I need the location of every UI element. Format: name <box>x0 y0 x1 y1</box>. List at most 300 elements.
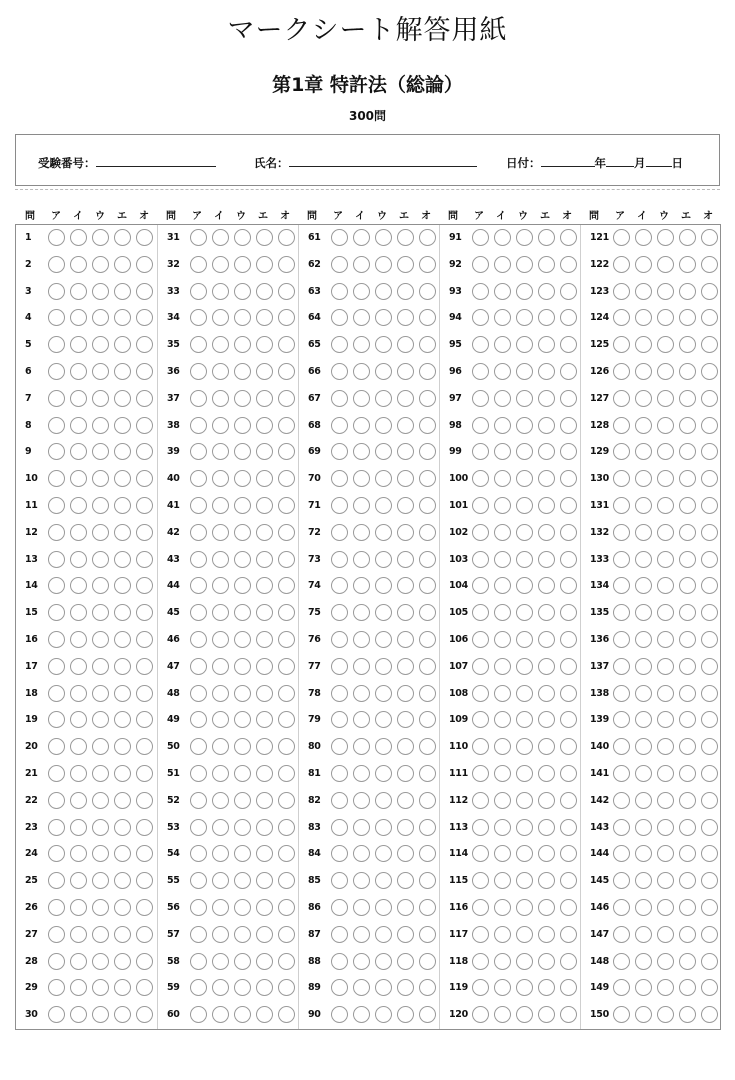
answer-bubble[interactable] <box>114 604 131 621</box>
answer-bubble[interactable] <box>538 926 555 943</box>
answer-bubble[interactable] <box>635 765 652 782</box>
answer-bubble[interactable] <box>353 953 370 970</box>
answer-bubble[interactable] <box>538 390 555 407</box>
answer-bubble[interactable] <box>375 819 392 836</box>
answer-bubble[interactable] <box>613 738 630 755</box>
answer-bubble[interactable] <box>331 309 348 326</box>
answer-bubble[interactable] <box>635 551 652 568</box>
answer-bubble[interactable] <box>234 738 251 755</box>
answer-bubble[interactable] <box>657 443 674 460</box>
answer-bubble[interactable] <box>419 819 436 836</box>
answer-bubble[interactable] <box>234 497 251 514</box>
answer-bubble[interactable] <box>114 819 131 836</box>
answer-bubble[interactable] <box>516 363 533 380</box>
answer-bubble[interactable] <box>136 497 153 514</box>
answer-bubble[interactable] <box>92 899 109 916</box>
answer-bubble[interactable] <box>70 926 87 943</box>
answer-bubble[interactable] <box>136 309 153 326</box>
answer-bubble[interactable] <box>679 872 696 889</box>
answer-bubble[interactable] <box>494 497 511 514</box>
answer-bubble[interactable] <box>331 685 348 702</box>
answer-bubble[interactable] <box>538 363 555 380</box>
answer-bubble[interactable] <box>397 524 414 541</box>
answer-bubble[interactable] <box>375 953 392 970</box>
answer-bubble[interactable] <box>48 524 65 541</box>
answer-bubble[interactable] <box>701 363 718 380</box>
answer-bubble[interactable] <box>256 390 273 407</box>
answer-bubble[interactable] <box>560 953 577 970</box>
answer-bubble[interactable] <box>516 309 533 326</box>
answer-bubble[interactable] <box>48 1006 65 1023</box>
answer-bubble[interactable] <box>190 229 207 246</box>
answer-bubble[interactable] <box>635 1006 652 1023</box>
answer-bubble[interactable] <box>657 819 674 836</box>
answer-bubble[interactable] <box>234 309 251 326</box>
answer-bubble[interactable] <box>679 953 696 970</box>
answer-bubble[interactable] <box>472 658 489 675</box>
answer-bubble[interactable] <box>635 872 652 889</box>
answer-bubble[interactable] <box>494 953 511 970</box>
answer-bubble[interactable] <box>48 631 65 648</box>
answer-bubble[interactable] <box>114 417 131 434</box>
answer-bubble[interactable] <box>212 443 229 460</box>
answer-bubble[interactable] <box>136 658 153 675</box>
answer-bubble[interactable] <box>136 443 153 460</box>
answer-bubble[interactable] <box>516 390 533 407</box>
answer-bubble[interactable] <box>472 283 489 300</box>
answer-bubble[interactable] <box>560 658 577 675</box>
answer-bubble[interactable] <box>331 631 348 648</box>
date-year-line[interactable] <box>541 155 595 167</box>
answer-bubble[interactable] <box>136 953 153 970</box>
answer-bubble[interactable] <box>278 979 295 996</box>
answer-bubble[interactable] <box>70 256 87 273</box>
answer-bubble[interactable] <box>701 577 718 594</box>
answer-bubble[interactable] <box>70 711 87 728</box>
answer-bubble[interactable] <box>114 336 131 353</box>
answer-bubble[interactable] <box>701 443 718 460</box>
answer-bubble[interactable] <box>353 390 370 407</box>
answer-bubble[interactable] <box>92 604 109 621</box>
answer-bubble[interactable] <box>114 283 131 300</box>
answer-bubble[interactable] <box>494 631 511 648</box>
answer-bubble[interactable] <box>560 926 577 943</box>
answer-bubble[interactable] <box>331 872 348 889</box>
answer-bubble[interactable] <box>419 1006 436 1023</box>
answer-bubble[interactable] <box>212 497 229 514</box>
answer-bubble[interactable] <box>48 604 65 621</box>
answer-bubble[interactable] <box>419 309 436 326</box>
answer-bubble[interactable] <box>419 577 436 594</box>
answer-bubble[interactable] <box>472 953 489 970</box>
answer-bubble[interactable] <box>190 658 207 675</box>
answer-bubble[interactable] <box>48 309 65 326</box>
answer-bubble[interactable] <box>190 524 207 541</box>
answer-bubble[interactable] <box>397 953 414 970</box>
answer-bubble[interactable] <box>190 899 207 916</box>
answer-bubble[interactable] <box>560 551 577 568</box>
answer-bubble[interactable] <box>397 711 414 728</box>
answer-bubble[interactable] <box>472 229 489 246</box>
answer-bubble[interactable] <box>397 336 414 353</box>
answer-bubble[interactable] <box>613 256 630 273</box>
answer-bubble[interactable] <box>657 363 674 380</box>
answer-bubble[interactable] <box>256 658 273 675</box>
answer-bubble[interactable] <box>92 845 109 862</box>
answer-bubble[interactable] <box>70 390 87 407</box>
answer-bubble[interactable] <box>419 658 436 675</box>
answer-bubble[interactable] <box>494 711 511 728</box>
answer-bubble[interactable] <box>190 577 207 594</box>
answer-bubble[interactable] <box>234 872 251 889</box>
answer-bubble[interactable] <box>256 685 273 702</box>
answer-bubble[interactable] <box>190 256 207 273</box>
answer-bubble[interactable] <box>278 470 295 487</box>
answer-bubble[interactable] <box>613 953 630 970</box>
answer-bubble[interactable] <box>657 497 674 514</box>
answer-bubble[interactable] <box>190 497 207 514</box>
answer-bubble[interactable] <box>212 256 229 273</box>
answer-bubble[interactable] <box>331 390 348 407</box>
answer-bubble[interactable] <box>538 417 555 434</box>
answer-bubble[interactable] <box>560 309 577 326</box>
answer-bubble[interactable] <box>679 283 696 300</box>
answer-bubble[interactable] <box>92 711 109 728</box>
answer-bubble[interactable] <box>419 336 436 353</box>
answer-bubble[interactable] <box>679 685 696 702</box>
answer-bubble[interactable] <box>538 524 555 541</box>
answer-bubble[interactable] <box>256 765 273 782</box>
answer-bubble[interactable] <box>70 229 87 246</box>
answer-bubble[interactable] <box>256 819 273 836</box>
answer-bubble[interactable] <box>657 390 674 407</box>
answer-bubble[interactable] <box>70 899 87 916</box>
answer-bubble[interactable] <box>278 524 295 541</box>
answer-bubble[interactable] <box>635 979 652 996</box>
answer-bubble[interactable] <box>48 229 65 246</box>
answer-bubble[interactable] <box>48 577 65 594</box>
answer-bubble[interactable] <box>701 631 718 648</box>
answer-bubble[interactable] <box>234 604 251 621</box>
answer-bubble[interactable] <box>256 336 273 353</box>
answer-bubble[interactable] <box>419 604 436 621</box>
answer-bubble[interactable] <box>331 953 348 970</box>
date-month-line[interactable] <box>606 155 634 167</box>
answer-bubble[interactable] <box>560 765 577 782</box>
answer-bubble[interactable] <box>472 363 489 380</box>
answer-bubble[interactable] <box>635 792 652 809</box>
answer-bubble[interactable] <box>560 899 577 916</box>
answer-bubble[interactable] <box>560 229 577 246</box>
answer-bubble[interactable] <box>114 738 131 755</box>
answer-bubble[interactable] <box>516 845 533 862</box>
answer-bubble[interactable] <box>70 443 87 460</box>
name-field[interactable] <box>254 155 477 171</box>
answer-bubble[interactable] <box>212 229 229 246</box>
answer-bubble[interactable] <box>516 685 533 702</box>
answer-bubble[interactable] <box>472 1006 489 1023</box>
answer-bubble[interactable] <box>397 792 414 809</box>
answer-bubble[interactable] <box>657 524 674 541</box>
answer-bubble[interactable] <box>212 765 229 782</box>
answer-bubble[interactable] <box>679 256 696 273</box>
answer-bubble[interactable] <box>635 417 652 434</box>
answer-bubble[interactable] <box>136 577 153 594</box>
answer-bubble[interactable] <box>234 819 251 836</box>
answer-bubble[interactable] <box>136 604 153 621</box>
answer-bubble[interactable] <box>419 685 436 702</box>
answer-bubble[interactable] <box>701 229 718 246</box>
answer-bubble[interactable] <box>538 872 555 889</box>
answer-bubble[interactable] <box>256 899 273 916</box>
answer-bubble[interactable] <box>613 443 630 460</box>
answer-bubble[interactable] <box>212 899 229 916</box>
answer-bubble[interactable] <box>375 1006 392 1023</box>
answer-bubble[interactable] <box>234 792 251 809</box>
answer-bubble[interactable] <box>560 283 577 300</box>
answer-bubble[interactable] <box>136 336 153 353</box>
answer-bubble[interactable] <box>331 470 348 487</box>
answer-bubble[interactable] <box>48 979 65 996</box>
answer-bubble[interactable] <box>190 953 207 970</box>
answer-bubble[interactable] <box>538 711 555 728</box>
answer-bubble[interactable] <box>353 443 370 460</box>
answer-bubble[interactable] <box>48 792 65 809</box>
name-line[interactable] <box>289 155 477 167</box>
answer-bubble[interactable] <box>212 685 229 702</box>
answer-bubble[interactable] <box>331 845 348 862</box>
answer-bubble[interactable] <box>701 1006 718 1023</box>
answer-bubble[interactable] <box>48 819 65 836</box>
answer-bubble[interactable] <box>560 390 577 407</box>
answer-bubble[interactable] <box>613 577 630 594</box>
answer-bubble[interactable] <box>234 658 251 675</box>
answer-bubble[interactable] <box>657 765 674 782</box>
answer-bubble[interactable] <box>353 229 370 246</box>
answer-bubble[interactable] <box>494 658 511 675</box>
answer-bubble[interactable] <box>701 819 718 836</box>
answer-bubble[interactable] <box>256 738 273 755</box>
answer-bubble[interactable] <box>48 765 65 782</box>
answer-bubble[interactable] <box>397 979 414 996</box>
answer-bubble[interactable] <box>560 711 577 728</box>
answer-bubble[interactable] <box>234 283 251 300</box>
answer-bubble[interactable] <box>494 792 511 809</box>
answer-bubble[interactable] <box>701 658 718 675</box>
answer-bubble[interactable] <box>70 551 87 568</box>
answer-bubble[interactable] <box>635 658 652 675</box>
answer-bubble[interactable] <box>494 256 511 273</box>
answer-bubble[interactable] <box>538 497 555 514</box>
answer-bubble[interactable] <box>256 229 273 246</box>
answer-bubble[interactable] <box>679 819 696 836</box>
answer-bubble[interactable] <box>701 256 718 273</box>
answer-bubble[interactable] <box>516 926 533 943</box>
answer-bubble[interactable] <box>234 979 251 996</box>
answer-bubble[interactable] <box>70 336 87 353</box>
answer-bubble[interactable] <box>256 443 273 460</box>
answer-bubble[interactable] <box>375 417 392 434</box>
answer-bubble[interactable] <box>397 309 414 326</box>
answer-bubble[interactable] <box>136 256 153 273</box>
answer-bubble[interactable] <box>190 443 207 460</box>
answer-bubble[interactable] <box>48 470 65 487</box>
answer-bubble[interactable] <box>278 417 295 434</box>
answer-bubble[interactable] <box>397 470 414 487</box>
answer-bubble[interactable] <box>278 283 295 300</box>
answer-bubble[interactable] <box>472 926 489 943</box>
answer-bubble[interactable] <box>212 551 229 568</box>
answer-bubble[interactable] <box>560 443 577 460</box>
answer-bubble[interactable] <box>397 926 414 943</box>
answer-bubble[interactable] <box>472 899 489 916</box>
answer-bubble[interactable] <box>657 336 674 353</box>
answer-bubble[interactable] <box>331 926 348 943</box>
answer-bubble[interactable] <box>353 819 370 836</box>
answer-bubble[interactable] <box>472 819 489 836</box>
answer-bubble[interactable] <box>256 497 273 514</box>
answer-bubble[interactable] <box>278 926 295 943</box>
answer-bubble[interactable] <box>657 577 674 594</box>
answer-bubble[interactable] <box>190 792 207 809</box>
answer-bubble[interactable] <box>114 1006 131 1023</box>
answer-bubble[interactable] <box>70 631 87 648</box>
answer-bubble[interactable] <box>48 336 65 353</box>
answer-bubble[interactable] <box>397 899 414 916</box>
answer-bubble[interactable] <box>679 738 696 755</box>
answer-bubble[interactable] <box>331 256 348 273</box>
answer-bubble[interactable] <box>657 1006 674 1023</box>
answer-bubble[interactable] <box>538 792 555 809</box>
answer-bubble[interactable] <box>331 497 348 514</box>
answer-bubble[interactable] <box>234 926 251 943</box>
answer-bubble[interactable] <box>70 363 87 380</box>
answer-bubble[interactable] <box>190 819 207 836</box>
answer-bubble[interactable] <box>353 551 370 568</box>
answer-bubble[interactable] <box>92 470 109 487</box>
answer-bubble[interactable] <box>679 1006 696 1023</box>
answer-bubble[interactable] <box>190 711 207 728</box>
answer-bubble[interactable] <box>635 604 652 621</box>
answer-bubble[interactable] <box>701 524 718 541</box>
answer-bubble[interactable] <box>419 899 436 916</box>
answer-bubble[interactable] <box>331 551 348 568</box>
answer-bubble[interactable] <box>472 336 489 353</box>
answer-bubble[interactable] <box>516 819 533 836</box>
answer-bubble[interactable] <box>278 738 295 755</box>
answer-bubble[interactable] <box>613 872 630 889</box>
answer-bubble[interactable] <box>397 738 414 755</box>
answer-bubble[interactable] <box>92 658 109 675</box>
answer-bubble[interactable] <box>560 738 577 755</box>
answer-bubble[interactable] <box>679 926 696 943</box>
answer-bubble[interactable] <box>234 953 251 970</box>
answer-bubble[interactable] <box>48 443 65 460</box>
answer-bubble[interactable] <box>70 765 87 782</box>
answer-bubble[interactable] <box>234 765 251 782</box>
answer-bubble[interactable] <box>375 309 392 326</box>
answer-bubble[interactable] <box>472 577 489 594</box>
answer-bubble[interactable] <box>114 792 131 809</box>
answer-bubble[interactable] <box>92 765 109 782</box>
answer-bubble[interactable] <box>560 631 577 648</box>
answer-bubble[interactable] <box>48 497 65 514</box>
answer-bubble[interactable] <box>538 631 555 648</box>
answer-bubble[interactable] <box>472 309 489 326</box>
answer-bubble[interactable] <box>353 283 370 300</box>
answer-bubble[interactable] <box>331 604 348 621</box>
answer-bubble[interactable] <box>375 390 392 407</box>
answer-bubble[interactable] <box>353 926 370 943</box>
answer-bubble[interactable] <box>613 229 630 246</box>
answer-bubble[interactable] <box>560 336 577 353</box>
answer-bubble[interactable] <box>375 443 392 460</box>
answer-bubble[interactable] <box>375 899 392 916</box>
answer-bubble[interactable] <box>516 256 533 273</box>
answer-bubble[interactable] <box>375 792 392 809</box>
answer-bubble[interactable] <box>92 524 109 541</box>
answer-bubble[interactable] <box>190 631 207 648</box>
answer-bubble[interactable] <box>635 899 652 916</box>
answer-bubble[interactable] <box>212 738 229 755</box>
answer-bubble[interactable] <box>278 685 295 702</box>
answer-bubble[interactable] <box>397 390 414 407</box>
answer-bubble[interactable] <box>516 765 533 782</box>
answer-bubble[interactable] <box>114 979 131 996</box>
answer-bubble[interactable] <box>679 765 696 782</box>
answer-bubble[interactable] <box>397 685 414 702</box>
answer-bubble[interactable] <box>701 926 718 943</box>
answer-bubble[interactable] <box>472 470 489 487</box>
answer-bubble[interactable] <box>472 845 489 862</box>
answer-bubble[interactable] <box>190 417 207 434</box>
answer-bubble[interactable] <box>516 899 533 916</box>
answer-bubble[interactable] <box>331 336 348 353</box>
answer-bubble[interactable] <box>256 953 273 970</box>
answer-bubble[interactable] <box>190 283 207 300</box>
answer-bubble[interactable] <box>494 283 511 300</box>
answer-bubble[interactable] <box>136 229 153 246</box>
answer-bubble[interactable] <box>419 443 436 460</box>
answer-bubble[interactable] <box>331 577 348 594</box>
answer-bubble[interactable] <box>190 551 207 568</box>
answer-bubble[interactable] <box>136 1006 153 1023</box>
answer-bubble[interactable] <box>48 417 65 434</box>
answer-bubble[interactable] <box>234 256 251 273</box>
answer-bubble[interactable] <box>114 551 131 568</box>
answer-bubble[interactable] <box>70 979 87 996</box>
answer-bubble[interactable] <box>48 845 65 862</box>
answer-bubble[interactable] <box>212 524 229 541</box>
answer-bubble[interactable] <box>114 470 131 487</box>
answer-bubble[interactable] <box>278 577 295 594</box>
answer-bubble[interactable] <box>657 953 674 970</box>
answer-bubble[interactable] <box>419 524 436 541</box>
answer-bubble[interactable] <box>419 283 436 300</box>
answer-bubble[interactable] <box>92 926 109 943</box>
answer-bubble[interactable] <box>516 417 533 434</box>
answer-bubble[interactable] <box>70 470 87 487</box>
answer-bubble[interactable] <box>516 604 533 621</box>
answer-bubble[interactable] <box>212 577 229 594</box>
answer-bubble[interactable] <box>234 363 251 380</box>
date-field[interactable] <box>506 155 683 171</box>
answer-bubble[interactable] <box>538 283 555 300</box>
answer-bubble[interactable] <box>278 604 295 621</box>
answer-bubble[interactable] <box>212 604 229 621</box>
answer-bubble[interactable] <box>92 363 109 380</box>
answer-bubble[interactable] <box>114 845 131 862</box>
